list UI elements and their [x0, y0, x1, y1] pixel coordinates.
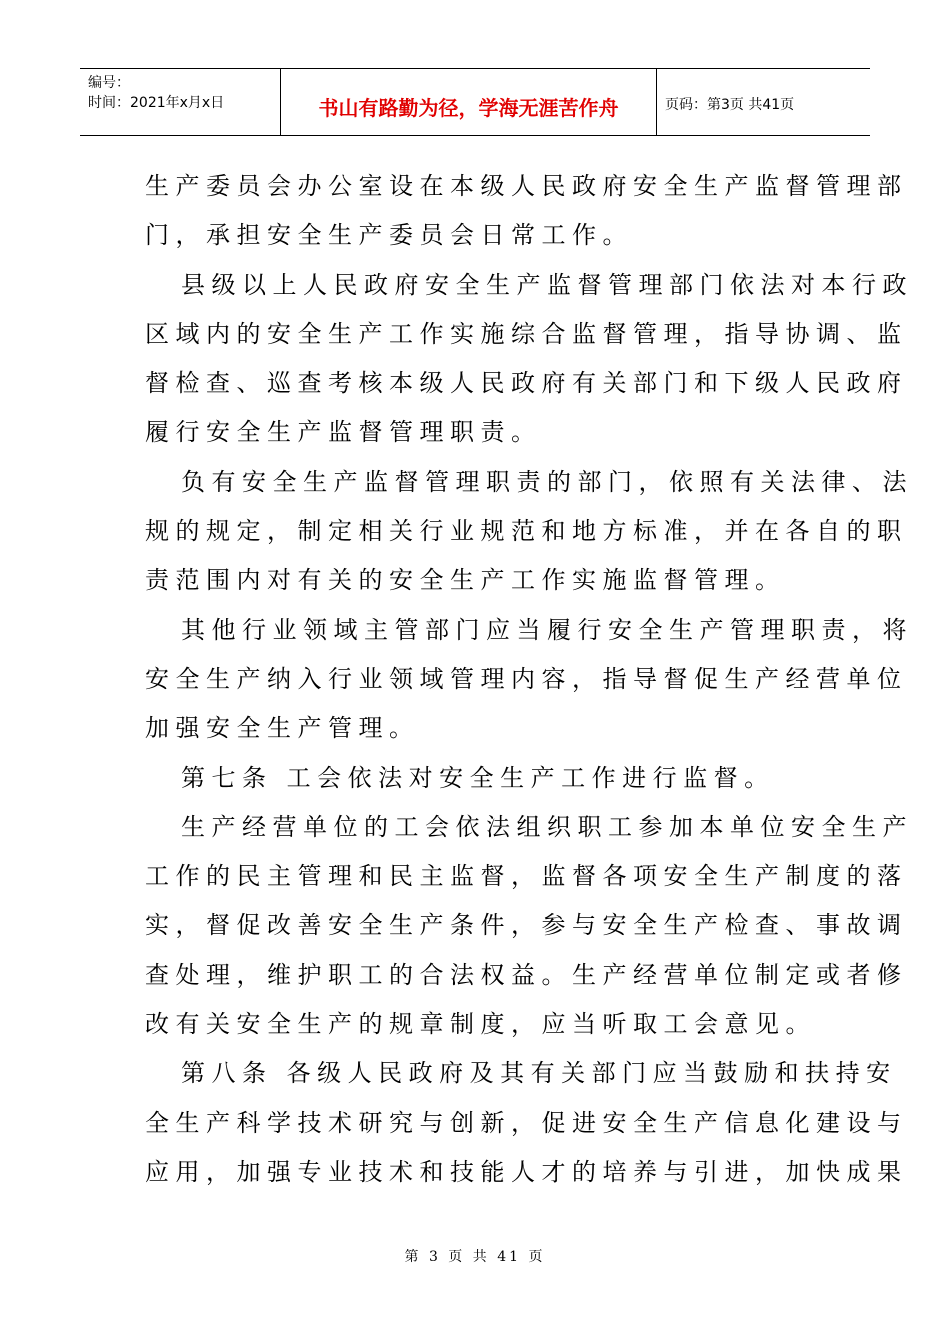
document-number-label: 编号： [88, 75, 130, 91]
header-motto: 书山有路勤为径，学海无涯苦作舟 [281, 69, 657, 135]
document-time-label: 时间：2021年x月x日 [88, 95, 225, 111]
text-line: 生产经营单位的工会依法组织职工参加本单位安全生产 [181, 812, 913, 841]
text-line: 规的规定，制定相关行业规范和地方标准，并在各自的职 [145, 517, 908, 546]
text-line: 查处理，维护职工的合法权益。生产经营单位制定或者修 [145, 960, 908, 989]
text-line: 责范围内对有关的安全生产工作实施监督管理。 [145, 566, 786, 595]
text-line: 区域内的安全生产工作实施综合监督管理，指导协调、监 [145, 319, 908, 348]
text-line: 改有关安全生产的规章制度，应当听取工会意见。 [145, 1010, 816, 1039]
header-meta [80, 69, 281, 135]
text-line: 其他行业领域主管部门应当履行安全生产管理职责，将 [181, 615, 913, 644]
text-line: 负有安全生产监督管理职责的部门，依照有关法律、法 [181, 467, 913, 496]
text-line: 实，督促改善安全生产条件，参与安全生产检查、事故调 [145, 911, 908, 940]
document-body [145, 162, 913, 1197]
text-line: 安全生产纳入行业领域管理内容，指导督促生产经营单位 [145, 664, 908, 693]
text-line: 生产委员会办公室设在本级人民政府安全生产监督管理部 [145, 172, 908, 200]
text-line: 门，承担安全生产委员会日常工作。 [145, 221, 633, 250]
text-line: 县级以上人民政府安全生产监督管理部门依法对本行政 [181, 270, 913, 299]
text-line: 加强安全生产管理。 [145, 714, 420, 743]
article-heading-line: 第八条 各级人民政府及其有关部门应当鼓励和扶持安 [181, 1059, 897, 1088]
article-heading-line: 第七条 工会依法对安全生产工作进行监督。 [181, 763, 775, 792]
header-page-number: 页码：第3页 共41页 [665, 97, 795, 113]
document-header [80, 68, 870, 136]
text-line: 全生产科学技术研究与创新，促进安全生产信息化建设与 [145, 1108, 908, 1137]
page-footer: 第 3 页 共 41 页 [404, 1249, 546, 1265]
text-line: 应用，加强专业技术和技能人才的培养与引进，加快成果 [145, 1157, 908, 1186]
text-line: 工作的民主管理和民主监督，监督各项安全生产制度的落 [145, 862, 908, 891]
text-line: 履行安全生产监督管理职责。 [145, 418, 542, 447]
text-line: 督检查、巡查考核本级人民政府有关部门和下级人民政府 [145, 369, 908, 398]
